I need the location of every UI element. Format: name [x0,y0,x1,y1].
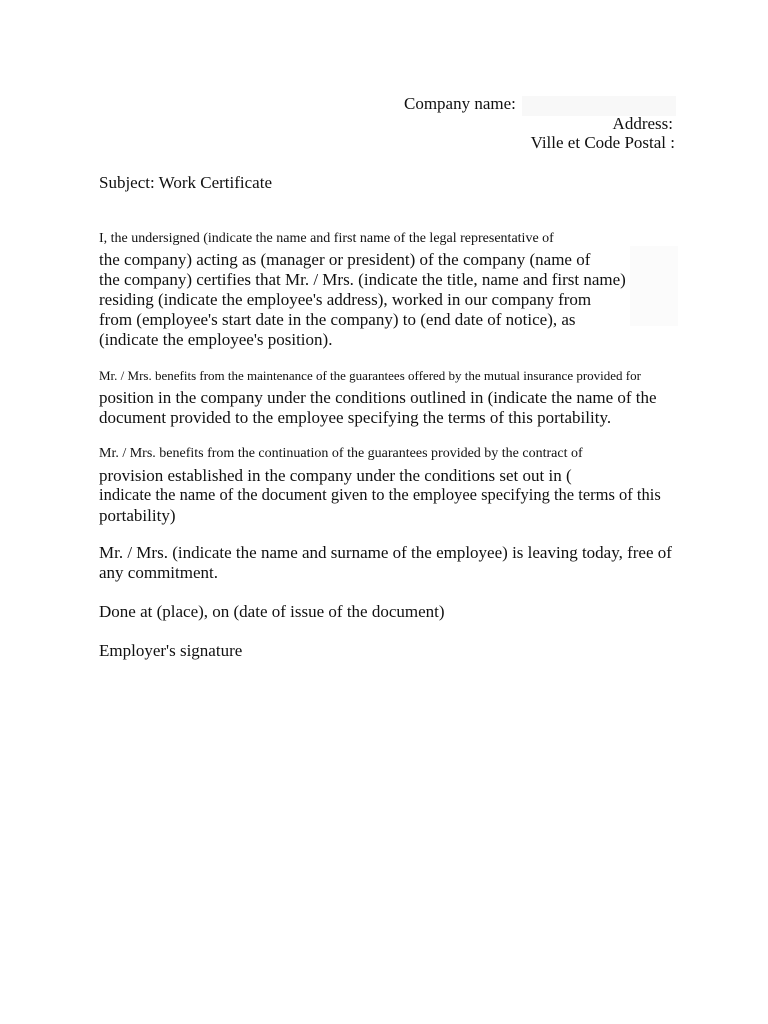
paragraph-1-line: residing (indicate the employee's address), worked in our company from [99,290,592,309]
paragraph-3-line: indicate the name of the document given to the employee specifying the terms of this [99,485,661,504]
employer-signature-label: Employer's signature [99,641,243,660]
done-at-line: Done at (place), on (date of issue of the document) [99,602,445,621]
subject-line: Subject: Work Certificate [99,173,272,192]
paragraph-1-line: from (employee's start date in the company) to (end date of notice), as [99,310,576,329]
paragraph-3-line: provision established in the company under the conditions set out in ( [99,466,572,485]
paragraph-4-line: any commitment. [99,563,218,582]
paragraph-2-line: document provided to the employee specifying the terms of this portability. [99,408,612,427]
paragraph-1-line: (indicate the employee's position). [99,330,333,349]
paragraph-1-line: I, the undersigned (indicate the name and first name of the legal representative of [99,231,554,246]
paragraph-2-line: Mr. / Mrs. benefits from the maintenance of the guarantees offered by the mutual insurance provided for [99,368,641,383]
paragraph-4-line: Mr. / Mrs. (indicate the name and surname of the employee) is leaving today, free of [99,543,672,562]
paragraph-1-line: the company) certifies that Mr. / Mrs. (indicate the title, name and first name) [99,270,626,289]
address-label: Address: [612,114,673,133]
city-postal-label: Ville et Code Postal : [530,133,675,152]
company-name-field [522,96,676,116]
paragraph-1-line: the company) acting as (manager or president) of the company (name of [99,250,591,269]
company-name-label: Company name: [404,94,516,113]
paragraph-3-line: Mr. / Mrs. benefits from the continuation of the guarantees provided by the contract of [99,446,583,461]
paragraph-3-line: portability) [99,506,176,525]
paragraph-background [630,246,678,326]
paragraph-2-line: position in the company under the conditions outlined in (indicate the name of the [99,388,657,407]
